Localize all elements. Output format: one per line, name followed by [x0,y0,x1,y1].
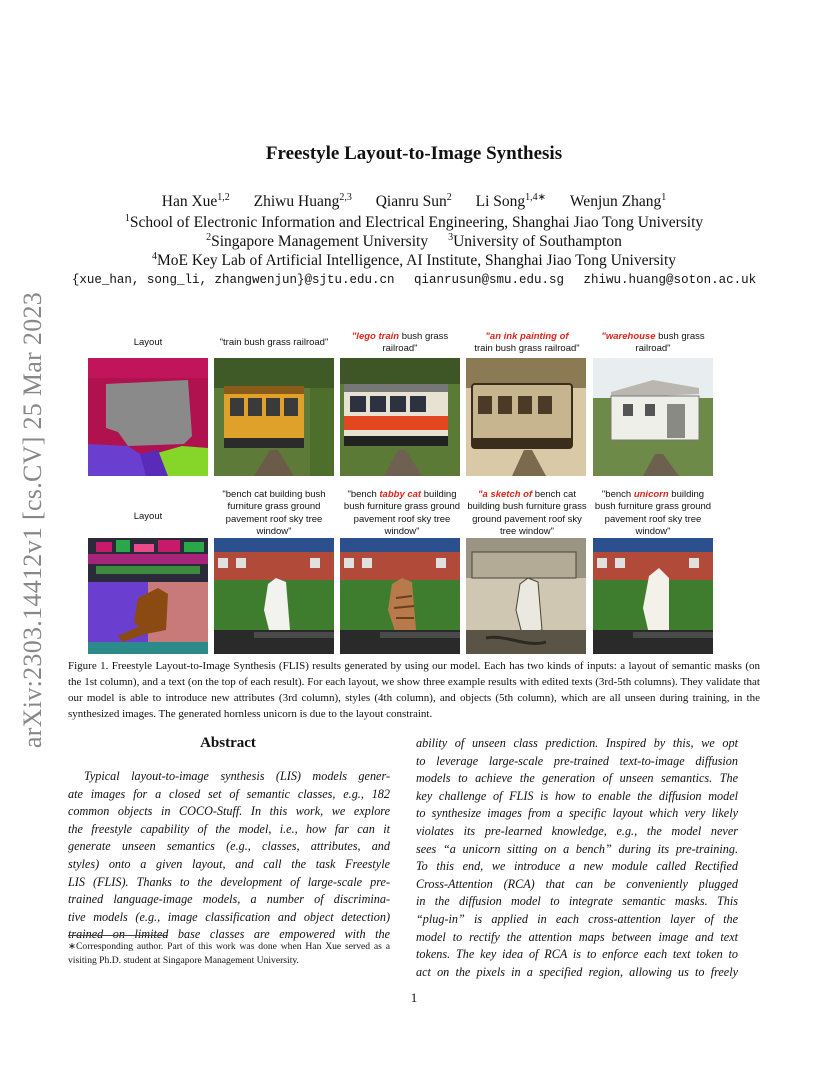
abstract-line: common objects in COCO-Stuff. In this work, we explore [68,804,390,819]
body-line: models to achieve the generation of unseen semantics. The [416,771,738,786]
body-line: model to rectify the attention maps between image and text [416,929,738,944]
author: Han Xue$^{1,2}$ [161,191,230,210]
layout-mask-train [88,358,208,476]
row2-prompt-4: "a sketch of bench cat building bush furniture grass ground pavement roof sky tree window" [467,489,587,538]
affiliation-2-3: $^2$Singapore Management University $^3$University of Southampton [206,231,622,250]
unicorn-image [593,538,713,654]
figure-caption: Figure 1. Freestyle Layout-to-Image Synthesis (FLIS) results generated by using our model. Each has two kinds of inputs: a layout of semantic masks (on the 1st column), and a text (on the top of each result). For each layout, we show three example results with edited texts (3rd-5th columns). They validate that our model is able to introduce new attributes (3rd column), styles (4th column), and objects (5th column), which are all unseen during training, in the synthesized images. The generated hornless unicorn is due to the layout constraint. [68,660,760,720]
page-number: 1 [410,990,418,1005]
body-line: to leverage large-scale pre-trained text-to-image diffusion [416,753,738,768]
row1-prompt-3: "lego train bush grass railroad" [351,331,449,355]
ink-painting-train-image [466,358,586,476]
train-image-1 [214,358,334,476]
email-list [0,273,828,287]
row2-layout-label: Layout [133,511,163,522]
abstract-line: Typical layout-to-image synthesis (LIS) models gener- [84,769,390,783]
abstract-heading: Abstract [200,735,256,751]
abstract-line: ate images for a closed set of semantic classes, e.g., 182 [68,786,390,801]
cat-image-1 [214,538,334,654]
sketch-cat-image [466,538,586,654]
abstract-line: LIS (FLIS). Thanks to the development of large-scale pre- [68,874,390,889]
body-line: violates its pre-learned knowledge, e.g., the model never [416,823,738,838]
footnote: ∗Corresponding author. Part of this work was done when Han Xue served as a visiting Ph.D. student at Singapore Management University. [68,941,390,966]
row2-prompt-3: "bench tabby cat building bush furniture grass ground pavement roof sky tree window" [343,489,461,538]
author: Qianru Sun$^2$ [375,191,452,210]
layout-mask-cat [88,538,208,654]
tabby-cat-image [340,538,460,654]
body-line: sees “a unicorn sitting on a bench” during its pre-training. [416,841,738,856]
arxiv-stamp: arXiv:2303.14412v1 [cs.CV] 25 Mar 2023 [18,291,47,749]
email: {xue_han, song_li, zhangwenjun}@sjtu.edu.cn [71,273,395,287]
author: Wenjun Zhang$^1$ [569,191,667,210]
body-line: key challenge of FLIS is how to enable the diffusion model [416,788,738,803]
email: qianrusun@smu.edu.sg [414,273,565,287]
abstract-line: tive models (e.g., image classification and object detection) [68,909,390,924]
abstract-body [68,768,390,944]
body-line: tokens. The key idea of RCA is to enforce each text token to [416,947,738,962]
affiliation-1: $^1$School of Electronic Information and Electrical Engineering, Shanghai Jiao Tong University [124,212,704,231]
row1-prompt-4: "an ink painting of train bush grass railroad" [474,331,580,355]
row1-layout-label: Layout [133,337,163,348]
right-column-body [416,735,738,981]
affiliation-4: $^4$MoE Key Lab of Artificial Intelligence, AI Institute, Shanghai Jiao Tong University [151,250,677,269]
abstract-line: styles) onto a given layout, and call the task Freestyle [68,856,390,871]
email: zhiwu.huang@soton.ac.uk [583,273,757,287]
footnote-rule [68,935,168,936]
abstract-line: trained on limited base classes are empowered with the [68,927,390,942]
body-line: Cross-Attention (RCA) that can be conveniently plugged [416,876,738,891]
abstract-line: trained language-image models, a number of discrimina- [68,892,390,907]
paper-title: Freestyle Layout-to-Image Synthesis [265,143,563,164]
body-line: act on the pixels in a specified region, allowing us to freely [416,964,738,979]
author: Zhiwu Huang$^{2,3}$ [253,191,352,210]
body-line: to synthesize images from a specific layout which very likely [416,806,738,821]
lego-train-image [340,358,460,476]
warehouse-image [593,358,713,476]
body-line: ability of unseen class prediction. Inspired by this, we opt [416,736,738,750]
row2-prompt-5: "bench unicorn building bush furniture grass ground pavement roof sky tree window" [594,489,712,538]
body-line: To this end, we introduce a new module called Rectified [416,859,738,874]
abstract-line: generate unseen semantics (e.g., classes, attributes, and [68,839,390,854]
body-line: in the diffusion model to integrate semantic masks. This [416,894,738,909]
abstract-line: the freestyle capability of the model, i.e., how far can it [68,821,390,836]
row2-prompt-2: "bench cat building bush furniture grass ground pavement roof sky tree window" [222,489,326,538]
row1-prompt-2: "train bush grass railroad" [219,337,329,348]
author: Li Song$^{1,4∗}$ [475,191,547,210]
body-line: “plug-in” is applied in each cross-attention layer of the [416,911,738,926]
author-list [0,193,828,211]
row1-prompt-5: "warehouse bush grass railroad" [601,331,705,355]
